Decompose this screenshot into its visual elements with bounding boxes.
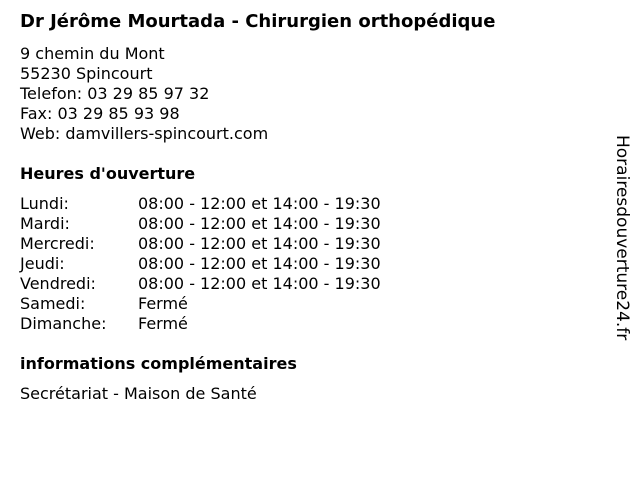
day-hours: 08:00 - 12:00 et 14:00 - 19:30 xyxy=(138,254,381,273)
day-label: Mercredi: xyxy=(20,234,95,253)
hours-row-monday xyxy=(20,194,381,214)
day-hours: 08:00 - 12:00 et 14:00 - 19:30 xyxy=(138,234,381,253)
hours-row-sunday xyxy=(20,314,381,334)
fax-number: Fax: 03 29 85 93 98 xyxy=(20,104,180,123)
hours-row-thursday xyxy=(20,254,381,274)
day-label: Lundi: xyxy=(20,194,69,213)
day-hours: 08:00 - 12:00 et 14:00 - 19:30 xyxy=(138,214,381,233)
day-hours: Fermé xyxy=(138,314,188,333)
address-street: 9 chemin du Mont xyxy=(20,44,165,63)
hours-table xyxy=(20,194,381,334)
hours-row-friday xyxy=(20,274,381,294)
address-city: 55230 Spincourt xyxy=(20,64,153,83)
info-heading: informations complémentaires xyxy=(20,354,297,373)
day-hours: Fermé xyxy=(138,294,188,313)
day-hours: 08:00 - 12:00 et 14:00 - 19:30 xyxy=(138,194,381,213)
hours-row-wednesday xyxy=(20,234,381,254)
info-text: Secrétariat - Maison de Santé xyxy=(20,384,257,403)
hours-heading: Heures d'ouverture xyxy=(20,164,196,183)
day-hours: 08:00 - 12:00 et 14:00 - 19:30 xyxy=(138,274,381,293)
day-label: Mardi: xyxy=(20,214,70,233)
day-label: Vendredi: xyxy=(20,274,96,293)
day-label: Jeudi: xyxy=(20,254,65,273)
day-label: Dimanche: xyxy=(20,314,107,333)
page-title: Dr Jérôme Mourtada - Chirurgien orthopédique xyxy=(20,11,496,32)
day-label: Samedi: xyxy=(20,294,86,313)
hours-row-saturday xyxy=(20,294,381,314)
hours-row-tuesday xyxy=(20,214,381,234)
phone-number: Telefon: 03 29 85 97 32 xyxy=(20,84,210,103)
website: Web: damvillers-spincourt.com xyxy=(20,124,269,143)
brand-watermark: Horairesdouverture24.fr xyxy=(612,135,632,341)
address-block xyxy=(20,44,268,144)
